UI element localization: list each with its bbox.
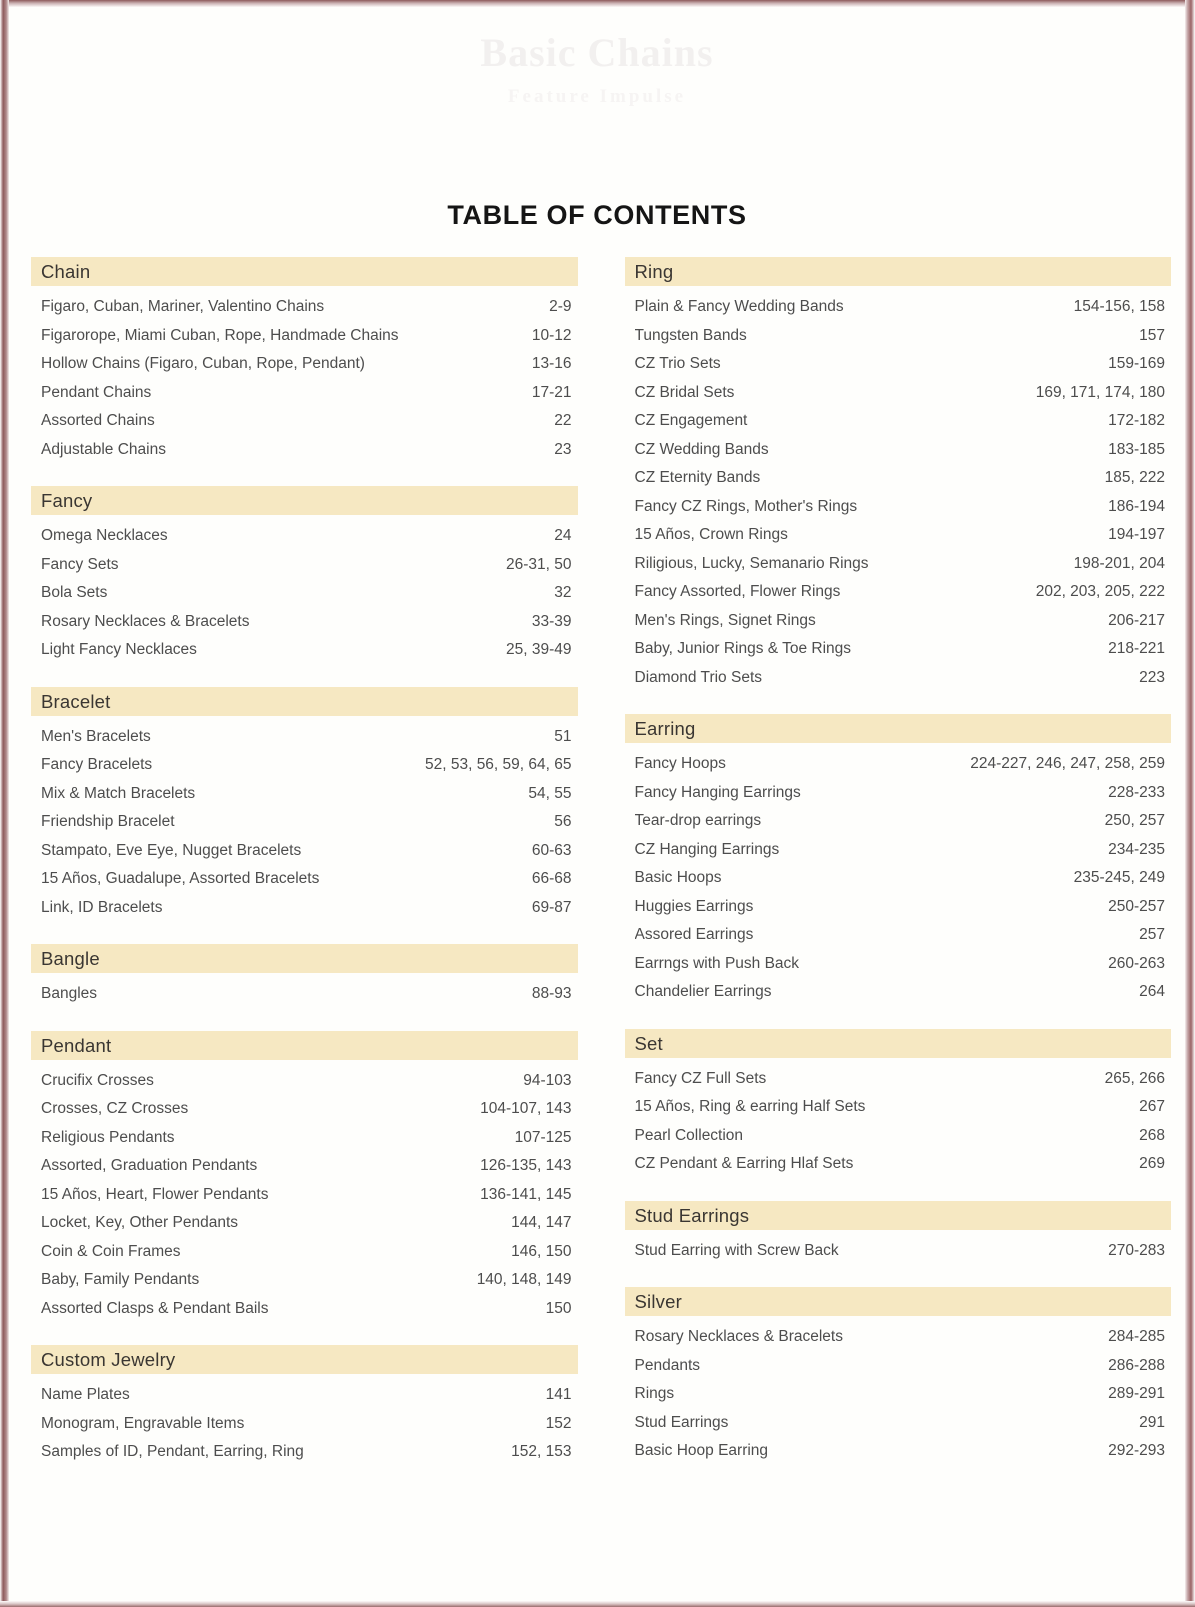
toc-entry-label: Tungsten Bands [634,326,747,344]
toc-entry-label: CZ Pendant & Earring Hlaf Sets [634,1155,854,1172]
toc-entry[interactable] [625,635,1172,664]
toc-entry-pages: 186-194 [1108,497,1165,515]
toc-entry-pages: 270-283 [1108,1241,1165,1259]
toc-entry[interactable] [31,865,578,894]
toc-entry-pages: 52, 53, 56, 59, 64, 65 [424,756,572,773]
toc-section [31,257,578,464]
toc-entry[interactable] [625,436,1172,465]
toc-entry[interactable] [625,1437,1172,1466]
toc-entry-label: Locket, Key, Other Pendants [41,1214,239,1231]
toc-entry-label: Crucifix Crosses [41,1071,154,1089]
toc-entry[interactable] [625,350,1172,379]
toc-entry[interactable] [31,379,578,408]
toc-entry-pages: 26-31, 50 [506,555,572,573]
toc-entry-label: Figaro, Cuban, Mariner, Valentino Chains [41,298,325,315]
toc-entry-pages: 126-135, 143 [480,1157,572,1174]
toc-entry-pages: 269 [1139,1155,1165,1172]
toc-entry[interactable] [625,1122,1172,1151]
section-heading: Stud Earrings [625,1201,1172,1230]
toc-entry[interactable] [625,1380,1172,1409]
toc-entry-label: Stampato, Eve Eye, Nugget Bracelets [41,841,302,859]
toc-section [625,1287,1172,1466]
toc-entry[interactable] [625,978,1172,1007]
toc-entry-label: Link, ID Bracelets [41,898,163,916]
toc-entry[interactable] [31,837,578,866]
toc-entry-label: Figarorope, Miami Cuban, Rope, Handmade Chains [41,326,399,344]
toc-entry-pages: 235-245, 249 [1073,869,1165,886]
toc-entry-pages: 140, 148, 149 [476,1271,572,1288]
toc-entry[interactable] [31,1410,578,1439]
toc-entry-label: 15 Años, Crown Rings [634,526,788,543]
toc-entry-label: Stud Earrings [634,1413,729,1431]
section-entry-list [31,973,578,1009]
toc-entry-label: Fancy CZ Rings, Mother's Rings [634,497,858,515]
toc-entry-label: 15 Años, Ring & earring Half Sets [634,1098,866,1115]
toc-entry-pages: 291 [1139,1413,1165,1431]
toc-entry-label: Earrngs with Push Back [634,954,800,972]
toc-entry-pages: 69-87 [531,898,572,916]
toc-entry-label: Fancy Assorted, Flower Rings [634,583,841,600]
toc-entry[interactable] [625,379,1172,408]
toc-entry-pages: 202, 203, 205, 222 [1035,583,1165,600]
toc-entry[interactable] [31,1238,578,1267]
toc-entry-label: Pendant Chains [41,383,152,401]
toc-entry[interactable] [625,1352,1172,1381]
toc-entry-pages: 206-217 [1108,611,1165,629]
scan-edge-left [0,0,9,1607]
toc-entry-label: Stud Earring with Screw Back [634,1241,839,1259]
toc-section [31,1031,578,1324]
toc-section [625,1029,1172,1179]
toc-entry-pages: 198-201, 204 [1073,554,1165,572]
toc-entry-pages: 292-293 [1108,1442,1165,1459]
toc-entry[interactable] [31,1266,578,1295]
toc-entry[interactable] [625,893,1172,922]
toc-entry-pages: 286-288 [1108,1356,1165,1374]
toc-entry[interactable] [625,836,1172,865]
toc-entry-label: Friendship Bracelet [41,813,175,830]
toc-entry-label: Riligious, Lucky, Semanario Rings [634,554,869,572]
toc-entry-pages: 144, 147 [511,1214,572,1231]
toc-entry-pages: 228-233 [1108,783,1165,801]
toc-entry-pages: 152 [545,1414,572,1432]
toc-entry[interactable] [625,664,1172,693]
bleed-through-ghost-text [9,29,1185,108]
toc-entry-pages: 234-235 [1108,840,1165,858]
toc-entry[interactable] [31,1438,578,1467]
toc-entry-pages: 250, 257 [1104,812,1165,829]
toc-entry[interactable] [31,407,578,436]
toc-entry-pages: 136-141, 145 [480,1185,572,1203]
section-entry-list [625,743,1172,1007]
toc-entry-pages: 60-63 [531,841,572,859]
toc-section [31,486,578,665]
page-title: TABLE OF CONTENTS [447,200,747,230]
toc-entry-pages: 2-9 [549,298,572,315]
section-heading: Earring [625,714,1172,743]
section-heading: Custom Jewelry [31,1345,578,1374]
toc-entry-label: Assorted Clasps & Pendant Bails [41,1299,269,1317]
toc-entry-pages: 51 [554,727,572,745]
section-heading: Ring [625,257,1172,286]
section-heading: Bangle [31,944,578,973]
section-heading: Silver [625,1287,1172,1316]
toc-entry[interactable] [31,1095,578,1124]
toc-entry-pages: 150 [545,1299,572,1317]
section-entry-list [31,515,578,665]
toc-section [625,257,1172,692]
section-heading: Pendant [31,1031,578,1060]
toc-entry-pages: 94-103 [523,1071,572,1089]
toc-entry[interactable] [31,1295,578,1324]
toc-entry[interactable] [31,1124,578,1153]
toc-entry-pages: 264 [1139,983,1165,1000]
toc-entry-label: Rings [634,1385,675,1402]
toc-entry[interactable] [31,579,578,608]
section-entry-list [625,1316,1172,1466]
toc-entry-pages: 56 [554,813,572,830]
toc-entry-label: Diamond Trio Sets [634,668,762,686]
section-entry-list [31,716,578,923]
toc-entry-pages: 267 [1139,1098,1165,1115]
toc-entry[interactable] [31,894,578,923]
toc-entry-label: Fancy Bracelets [41,756,153,773]
toc-section [31,1345,578,1467]
toc-entry[interactable] [31,980,578,1009]
toc-entry-pages: 268 [1139,1126,1165,1144]
toc-entry-label: Hollow Chains (Figaro, Cuban, Rope, Pendant) [41,355,365,372]
section-heading: Bracelet [31,687,578,716]
toc-entry[interactable] [625,293,1172,322]
toc-entry[interactable] [625,1093,1172,1122]
toc-entry[interactable] [31,608,578,637]
toc-entry-pages: 107-125 [514,1128,572,1146]
toc-columns [31,257,1171,1467]
toc-entry-label: Adjustable Chains [41,440,166,458]
toc-entry[interactable] [625,807,1172,836]
toc-entry-label: Men's Bracelets [41,727,151,745]
toc-entry-label: Fancy Hoops [634,755,726,772]
toc-entry-pages: 260-263 [1108,954,1165,972]
toc-entry[interactable] [31,751,578,780]
toc-entry-pages: 172-182 [1108,412,1165,429]
section-heading: Set [625,1029,1172,1058]
scan-edge-top [0,0,1195,7]
toc-entry-label: CZ Hanging Earrings [634,840,780,858]
toc-entry-label: Tear-drop earrings [634,812,762,829]
toc-entry-label: Fancy Sets [41,555,119,573]
toc-entry[interactable] [625,521,1172,550]
toc-entry-label: Plain & Fancy Wedding Bands [634,298,844,315]
toc-entry-label: 15 Años, Guadalupe, Assorted Bracelets [41,870,320,887]
toc-entry-pages: 250-257 [1108,897,1165,915]
toc-entry-label: Basic Hoop Earring [634,1442,769,1459]
toc-section [625,1201,1172,1266]
toc-entry-label: Men's Rings, Signet Rings [634,611,816,629]
toc-entry-label: Baby, Junior Rings & Toe Rings [634,640,852,657]
toc-entry-label: Omega Necklaces [41,527,168,544]
toc-entry-pages: 284-285 [1108,1328,1165,1345]
toc-entry[interactable] [625,322,1172,351]
section-entry-list [625,1230,1172,1266]
toc-entry-pages: 88-93 [531,985,572,1002]
toc-entry-pages: 66-68 [531,870,572,887]
toc-entry-label: Assorted Chains [41,412,155,429]
toc-entry[interactable] [625,1409,1172,1438]
toc-entry-label: Pendants [634,1356,700,1374]
section-entry-list [31,1060,578,1324]
toc-entry-label: Light Fancy Necklaces [41,641,197,658]
toc-entry-pages: 104-107, 143 [480,1100,572,1117]
toc-entry[interactable] [31,322,578,351]
toc-entry-pages: 23 [554,440,572,458]
toc-entry[interactable] [31,636,578,665]
toc-entry-label: Fancy Hanging Earrings [634,783,801,801]
toc-entry-label: Rosary Necklaces & Bracelets [634,1328,843,1345]
toc-entry-pages: 224-227, 246, 247, 258, 259 [970,755,1165,772]
toc-entry-label: Bola Sets [41,584,108,601]
toc-entry-pages: 218-221 [1108,640,1165,657]
toc-entry-label: Fancy CZ Full Sets [634,1069,767,1087]
toc-entry-label: Huggies Earrings [634,897,754,915]
toc-entry-label: CZ Engagement [634,412,748,429]
section-entry-list [31,286,578,464]
toc-entry[interactable] [625,407,1172,436]
section-heading: Chain [31,257,578,286]
toc-entry[interactable] [625,779,1172,808]
toc-entry-pages: 17-21 [531,383,572,401]
toc-entry[interactable] [31,350,578,379]
scan-edge-right [1185,0,1195,1607]
section-entry-list [625,286,1172,692]
toc-entry-pages: 54, 55 [528,784,572,802]
toc-entry-label: Bangles [41,985,98,1002]
toc-entry-pages: 183-185 [1108,440,1165,458]
toc-entry[interactable] [625,607,1172,636]
toc-entry-pages: 24 [554,527,572,544]
toc-entry-label: Baby, Family Pendants [41,1271,200,1288]
toc-entry[interactable] [31,522,578,551]
toc-entry-pages: 289-291 [1108,1385,1165,1402]
toc-entry[interactable] [625,1323,1172,1352]
toc-entry-label: CZ Trio Sets [634,355,721,372]
toc-entry-label: Rosary Necklaces & Bracelets [41,612,250,630]
toc-entry-pages: 169, 171, 174, 180 [1035,383,1165,401]
toc-entry-pages: 154-156, 158 [1073,298,1165,315]
toc-entry-label: Basic Hoops [634,869,722,886]
toc-entry-label: Crosses, CZ Crosses [41,1100,189,1117]
toc-entry[interactable] [625,550,1172,579]
toc-entry[interactable] [31,808,578,837]
toc-entry[interactable] [31,1067,578,1096]
toc-entry-pages: 152, 153 [511,1443,572,1460]
toc-entry[interactable] [31,1181,578,1210]
toc-column-left [31,257,578,1467]
toc-entry-pages: 185, 222 [1104,469,1165,486]
toc-section [625,714,1172,1007]
toc-entry[interactable] [31,1152,578,1181]
toc-entry[interactable] [31,436,578,465]
toc-entry-pages: 141 [545,1386,572,1403]
ghost-title: Basic Chains [480,30,714,75]
toc-entry[interactable] [31,551,578,580]
toc-column-right [625,257,1172,1467]
section-heading: Fancy [31,486,578,515]
section-entry-list [31,1374,578,1467]
toc-entry-pages: 257 [1139,926,1165,943]
toc-entry-pages: 194-197 [1108,526,1165,543]
toc-entry-label: Samples of ID, Pendant, Earring, Ring [41,1443,304,1460]
toc-entry-pages: 32 [554,584,572,601]
toc-entry-label: Chandelier Earrings [634,983,772,1000]
toc-entry[interactable] [625,493,1172,522]
toc-entry-label: Assorted, Graduation Pendants [41,1157,258,1174]
toc-entry-label: Name Plates [41,1386,130,1403]
toc-entry[interactable] [625,1150,1172,1179]
toc-entry-label: Mix & Match Bracelets [41,784,196,802]
toc-entry-label: CZ Bridal Sets [634,383,735,401]
toc-entry-pages: 25, 39-49 [506,641,572,658]
scan-edge-bottom [0,1601,1195,1607]
toc-entry-pages: 33-39 [531,612,572,630]
toc-entry-label: 15 Años, Heart, Flower Pendants [41,1185,269,1203]
toc-entry-label: Monogram, Engravable Items [41,1414,245,1432]
toc-entry-pages: 159-169 [1108,355,1165,372]
toc-entry[interactable] [31,723,578,752]
toc-entry[interactable] [31,293,578,322]
toc-entry[interactable] [625,750,1172,779]
toc-entry-pages: 146, 150 [511,1242,572,1260]
toc-entry[interactable] [31,780,578,809]
toc-section [31,944,578,1009]
toc-entry[interactable] [625,1237,1172,1266]
page-surface [9,7,1185,1601]
toc-entry-pages: 10-12 [531,326,572,344]
toc-entry[interactable] [31,1381,578,1410]
toc-entry[interactable] [625,864,1172,893]
toc-entry[interactable] [625,1065,1172,1094]
toc-entry-label: Coin & Coin Frames [41,1242,181,1260]
toc-entry-label: Religious Pendants [41,1128,175,1146]
ghost-subtitle: Feature Impulse [507,86,687,107]
toc-entry[interactable] [625,950,1172,979]
toc-entry-pages: 265, 266 [1104,1069,1165,1087]
section-entry-list [625,1058,1172,1179]
toc-section [31,687,578,923]
toc-entry[interactable] [31,1209,578,1238]
toc-entry-pages: 22 [554,412,572,429]
toc-entry-label: Pearl Collection [634,1126,744,1144]
toc-entry[interactable] [625,921,1172,950]
toc-entry-pages: 157 [1139,326,1165,344]
toc-entry-label: Assored Earrings [634,926,754,943]
toc-entry[interactable] [625,578,1172,607]
toc-entry-pages: 13-16 [531,355,572,372]
toc-entry-label: CZ Wedding Bands [634,440,769,458]
toc-entry[interactable] [625,464,1172,493]
toc-entry-label: CZ Eternity Bands [634,469,761,486]
toc-entry-pages: 223 [1139,668,1165,686]
